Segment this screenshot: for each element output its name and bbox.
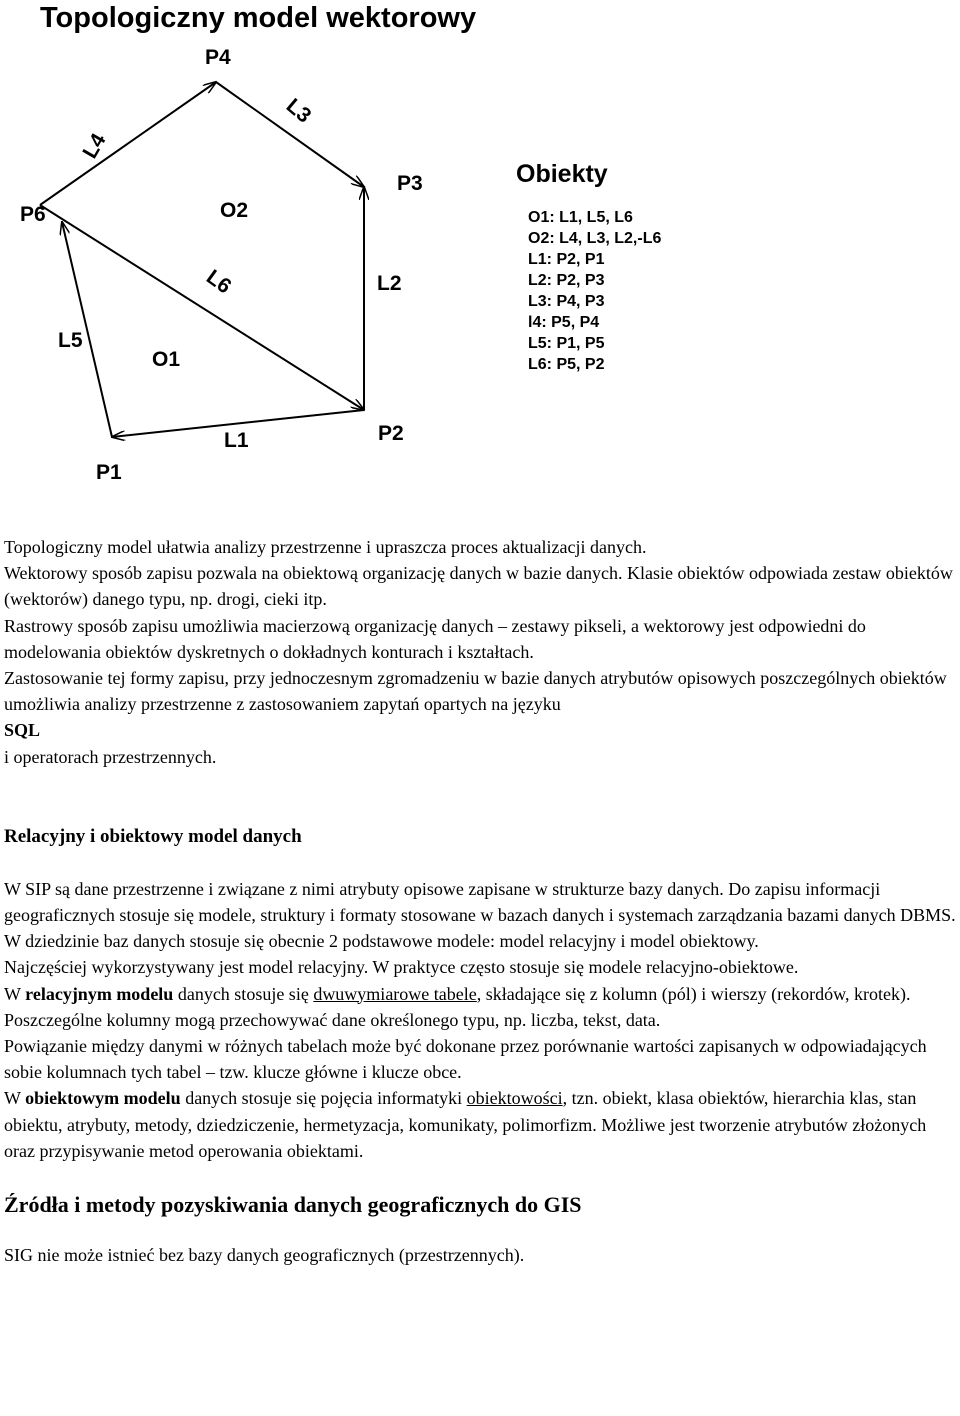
object-item: L6: P5, P2 (528, 356, 605, 373)
paragraph: Najczęściej wykorzystywany jest model relacyjny. W praktyce często stosuje się modele relacyjno-obiektowe. (4, 957, 799, 978)
label-o2: O2 (220, 199, 249, 222)
paragraph: W dziedzinie baz danych stosuje się obecnie 2 podstawowe modele: model relacyjny i model obiektowy. (4, 931, 759, 952)
paragraph: Wektorowy sposób zapisu pozwala na obiektową organizację danych w bazie danych. Klasie obiektów odpowiada zestaw obiektów (wektorów) danego typu, np. drogi, cieki itp. (4, 563, 953, 610)
edge-l3 (216, 82, 364, 187)
figure-title: Topologiczny model wektorowy (40, 2, 477, 34)
paragraph-text: W (4, 983, 21, 1004)
paragraph-text: Zastosowanie tej formy zapisu, przy jednoczesnym zgromadzeniu w bazie danych atrybutów opisowych poszczególnych obiektów umożliwia analizy przestrzenne z zastosowaniem zapytań opartych na języku (4, 668, 947, 715)
label-p3: P3 (397, 172, 423, 195)
paragraph: Rastrowy sposób zapisu umożliwia macierzową organizację danych – zestawy pikseli, a wektorowy jest odpowiedni do modelowania obiektów dyskretnych o dokładnych konturach i kształtach. (4, 615, 866, 662)
label-l6: L6 (202, 265, 236, 299)
link-two-dimensional-tables[interactable]: dwuwymiarowe tabele (313, 983, 477, 1004)
edge-l4 (40, 82, 216, 205)
label-l4: L4 (78, 129, 111, 163)
paragraph-text: danych stosuje się pojęcia informatyki (185, 1088, 463, 1109)
paragraph-text: W (4, 1088, 21, 1109)
paragraph-text: , składające się z kolumn (pól) i wierszy (rekordów, krotek). Poszczególne kolumny mogą przechowywać dane określonego typu, np. liczba, tekst, data. (4, 983, 911, 1030)
label-p4: P4 (205, 46, 231, 69)
object-item: L2: P2, P3 (528, 272, 605, 289)
object-item: l4: P5, P4 (528, 314, 600, 331)
paragraph-text: , tzn. obiekt, klasa obiektów, hierarchia klas, stan obiektu, atrybuty, metody, dziedziczenie, hermetyzacja, komunikaty, polimorfizm. Możliwe jest tworzenie atrybutów złożonych oraz przypisywanie metod operowania obiektami. (4, 1088, 927, 1161)
paragraph: SIG nie może istnieć bez bazy danych geograficznych (przestrzennych). (4, 1245, 525, 1266)
label-l5: L5 (58, 329, 83, 352)
section-heading-sources: Źródła i metody pozyskiwania danych geograficznych do GIS (4, 1192, 582, 1218)
object-item: L1: P2, P1 (528, 251, 605, 268)
paragraph (4, 665, 956, 770)
sql-term: SQL (4, 720, 41, 741)
paragraph (4, 1085, 956, 1164)
paragraph-text: danych stosuje się (177, 983, 309, 1004)
label-l2: L2 (377, 272, 402, 295)
paragraph-text: i operatorach przestrzennych. (4, 746, 217, 767)
bold-term: relacyjnym modelu (25, 983, 174, 1004)
topology-diagram (0, 0, 960, 500)
section-heading-relational: Relacyjny i obiektowy model danych (4, 825, 302, 847)
object-item: L3: P4, P3 (528, 293, 605, 310)
label-p1: P1 (96, 461, 122, 484)
label-l3: L3 (281, 94, 316, 128)
document-body (4, 534, 956, 1268)
link-object-orientation[interactable]: obiektowości (466, 1088, 563, 1109)
paragraph: Topologiczny model ułatwia analizy przestrzenne i upraszcza proces aktualizacji danych. (4, 537, 647, 557)
label-p6: P6 (20, 203, 46, 226)
edge-l6 (40, 205, 364, 410)
object-item: L5: P1, P5 (528, 335, 605, 352)
topology-figure (0, 0, 960, 500)
paragraph (4, 981, 956, 1033)
label-p2: P2 (378, 422, 404, 445)
bold-term: obiektowym modelu (25, 1088, 181, 1109)
object-item: O1: L1, L5, L6 (528, 209, 633, 226)
label-l1: L1 (224, 429, 249, 452)
objects-title: Obiekty (516, 160, 608, 188)
object-item: O2: L4, L3, L2,-L6 (528, 230, 662, 247)
label-o1: O1 (152, 348, 181, 371)
paragraph: W SIP są dane przestrzenne i związane z nimi atrybuty opisowe zapisane w strukturze bazy danych. Do zapisu informacji geograficznych stosuje się modele, struktury i formaty stosowane w bazach danych i systemach zarządzania bazami danych DBMS. (4, 878, 956, 926)
paragraph: Powiązanie między danymi w różnych tabelach może być dokonane przez porównanie wartości zapisanych w odpowiadających sobie kolumnach tych tabel – tzw. klucze główne i klucze obce. (4, 1036, 927, 1083)
